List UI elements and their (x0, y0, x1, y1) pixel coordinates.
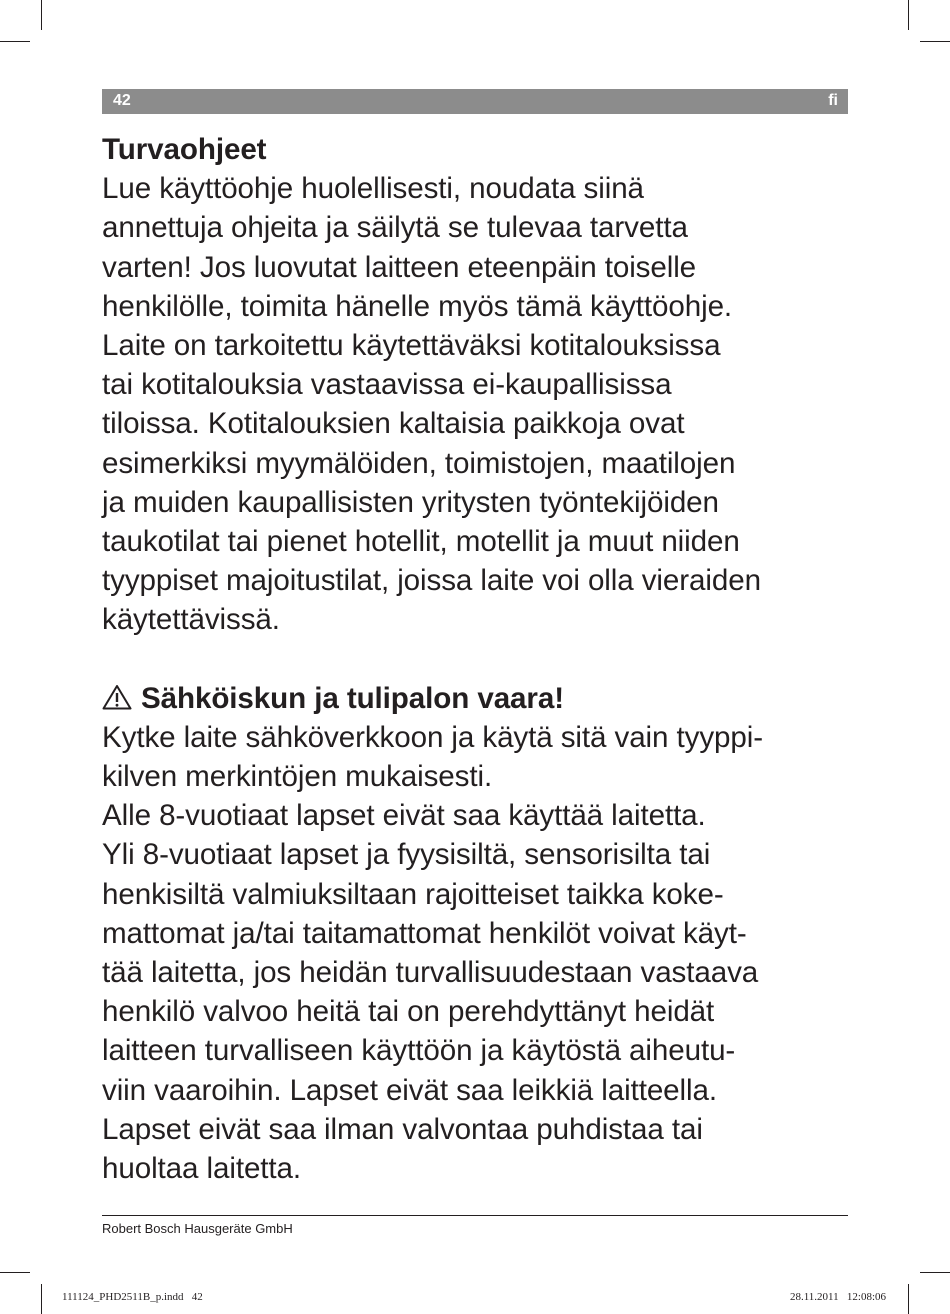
page-number: 42 (113, 92, 131, 109)
crop-mark (920, 41, 950, 42)
language-code: fi (828, 92, 838, 109)
body-line: Alle 8-vuotiaat lapset eivät saa käyttää laitetta. (102, 799, 706, 833)
body-line: taukotilat tai pienet hotellit, motellit ja muut niiden (102, 524, 740, 558)
body-line: Lue käyttöohje huolellisesti, noudata siinä (102, 172, 644, 206)
warning-heading-text: Sähköiskun ja tulipalon vaara! (141, 681, 564, 715)
crop-mark (41, 1284, 42, 1314)
body-line: henkisiltä valmiuksiltaan rajoitteiset taikka koke- (102, 877, 724, 911)
body-line: Yli 8-vuotiaat lapset ja fyysisiltä, sensorisilta tai (102, 838, 711, 872)
print-slug-file (62, 1291, 203, 1303)
footer-company: Robert Bosch Hausgeräte GmbH (102, 1221, 293, 1236)
body-line: laitteen turvalliseen käyttöön ja käytöstä aiheutu- (102, 1034, 736, 1068)
body-line: henkilölle, toimita hänelle myös tämä käyttöohje. (102, 289, 733, 323)
body-line: tää laitetta, jos heidän turvallisuudestaan vastaava (102, 955, 759, 989)
main-content (102, 130, 848, 1188)
body-line: varten! Jos luovutat laitteen eteenpäin toiselle (102, 250, 697, 284)
slug-date-text: 28.11.2011 12:08:06 (789, 1291, 886, 1303)
body-line: kilven merkintöjen mukaisesti. (102, 760, 493, 793)
section-heading-safety: Turvaohjeet (102, 133, 267, 166)
page-header-bar (102, 89, 848, 114)
section-heading-warning (102, 679, 848, 718)
crop-mark (0, 1272, 30, 1273)
crop-mark (908, 0, 909, 30)
body-line: tiloissa. Kotitalouksien kaltaisia paikkoja ovat (102, 407, 685, 441)
crop-mark (0, 41, 30, 42)
body-line: tyyppiset majoitustilat, joissa laite voi olla vieraiden (102, 564, 761, 598)
crop-mark (908, 1284, 909, 1314)
body-line: mattomat ja/tai taitamattomat henkilöt voivat käyt- (102, 916, 747, 950)
body-line: Kytke laite sähköverkkoon ja käytä sitä vain tyyppi- (102, 720, 763, 754)
crop-mark (41, 0, 42, 30)
footer-divider (102, 1215, 848, 1216)
body-line: Lapset eivät saa ilman valvontaa puhdistaa tai (102, 1112, 703, 1146)
body-line: huoltaa laitetta. (102, 1151, 302, 1185)
body-line: tai kotitalouksia vastaavissa ei-kaupallisissa (102, 368, 672, 402)
body-line: annettuja ohjeita ja säilytä se tulevaa tarvetta (102, 211, 688, 245)
body-line: esimerkiksi myymälöiden, toimistojen, maatilojen (102, 446, 736, 480)
body-line: käytettävissä. (102, 603, 280, 637)
body-line: Laite on tarkoitettu käytettäväksi kotitalouksissa (102, 328, 721, 362)
body-line: viin vaaroihin. Lapset eivät saa leikkiä laitteella. (102, 1073, 717, 1107)
crop-mark (920, 1272, 950, 1273)
print-slug-date (790, 1291, 886, 1303)
body-line: henkilö valvoo heitä tai on perehdyttänyt heidät (102, 995, 715, 1029)
body-line: ja muiden kaupallisisten yritysten työntekijöiden (102, 485, 719, 519)
warning-triangle-icon (102, 684, 132, 710)
slug-file-text: 111124_PHD2511B_p.indd 42 (62, 1291, 203, 1303)
paragraph-gap (102, 639, 848, 678)
